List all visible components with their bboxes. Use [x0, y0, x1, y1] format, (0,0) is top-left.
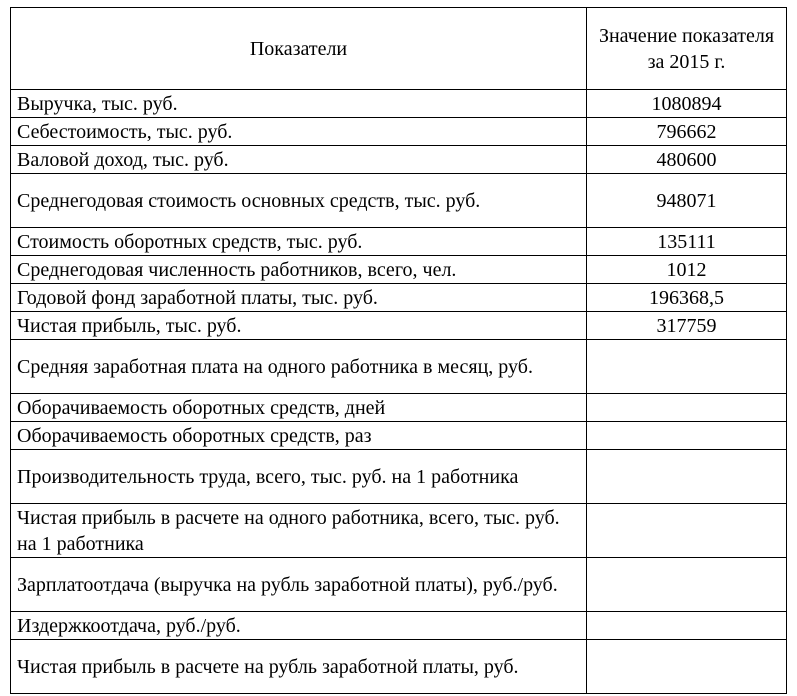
table-row	[11, 450, 787, 504]
table-row	[11, 504, 787, 558]
table-row	[11, 640, 787, 694]
row-label: Валовой доход, тыс. руб.	[11, 146, 587, 174]
row-value: 1012	[587, 256, 787, 284]
row-label: Чистая прибыль в расчете на одного работника, всего, тыс. руб. на 1 работника	[11, 504, 587, 558]
row-label: Оборачиваемость оборотных средств, дней	[11, 394, 587, 422]
row-value	[587, 422, 787, 450]
indicators-table	[10, 7, 787, 694]
table-row	[11, 90, 787, 118]
row-label: Годовой фонд заработной платы, тыс. руб.	[11, 284, 587, 312]
table-row	[11, 312, 787, 340]
row-label: Стоимость оборотных средств, тыс. руб.	[11, 228, 587, 256]
row-value: 196368,5	[587, 284, 787, 312]
row-value	[587, 450, 787, 504]
table-row	[11, 558, 787, 612]
table-row	[11, 228, 787, 256]
row-value	[587, 640, 787, 694]
row-label: Выручка, тыс. руб.	[11, 90, 587, 118]
table-row	[11, 256, 787, 284]
table-row	[11, 146, 787, 174]
row-value: 796662	[587, 118, 787, 146]
row-value	[587, 504, 787, 558]
row-label: Чистая прибыль в расчете на рубль заработной платы, руб.	[11, 640, 587, 694]
table-row	[11, 394, 787, 422]
row-label: Оборачиваемость оборотных средств, раз	[11, 422, 587, 450]
table-row	[11, 174, 787, 228]
row-value: 480600	[587, 146, 787, 174]
row-value: 317759	[587, 312, 787, 340]
row-label: Производительность труда, всего, тыс. руб. на 1 работника	[11, 450, 587, 504]
header-indicator: Показатели	[11, 8, 587, 90]
row-value: 1080894	[587, 90, 787, 118]
row-value	[587, 612, 787, 640]
row-value	[587, 394, 787, 422]
row-label: Издержкоотдача, руб./руб.	[11, 612, 587, 640]
table-row	[11, 612, 787, 640]
row-label: Средняя заработная плата на одного работника в месяц, руб.	[11, 340, 587, 394]
table-row	[11, 422, 787, 450]
table-row	[11, 284, 787, 312]
row-label: Чистая прибыль, тыс. руб.	[11, 312, 587, 340]
table-header-row	[11, 8, 787, 90]
row-value: 948071	[587, 174, 787, 228]
row-label: Среднегодовая численность работников, всего, чел.	[11, 256, 587, 284]
row-label: Себестоимость, тыс. руб.	[11, 118, 587, 146]
table-row	[11, 340, 787, 394]
row-value	[587, 340, 787, 394]
row-label: Среднегодовая стоимость основных средств, тыс. руб.	[11, 174, 587, 228]
row-value	[587, 558, 787, 612]
row-value: 135111	[587, 228, 787, 256]
header-value-2015: Значение показателя за 2015 г.	[587, 8, 787, 90]
table-row	[11, 118, 787, 146]
row-label: Зарплатоотдача (выручка на рубль заработной платы), руб./руб.	[11, 558, 587, 612]
